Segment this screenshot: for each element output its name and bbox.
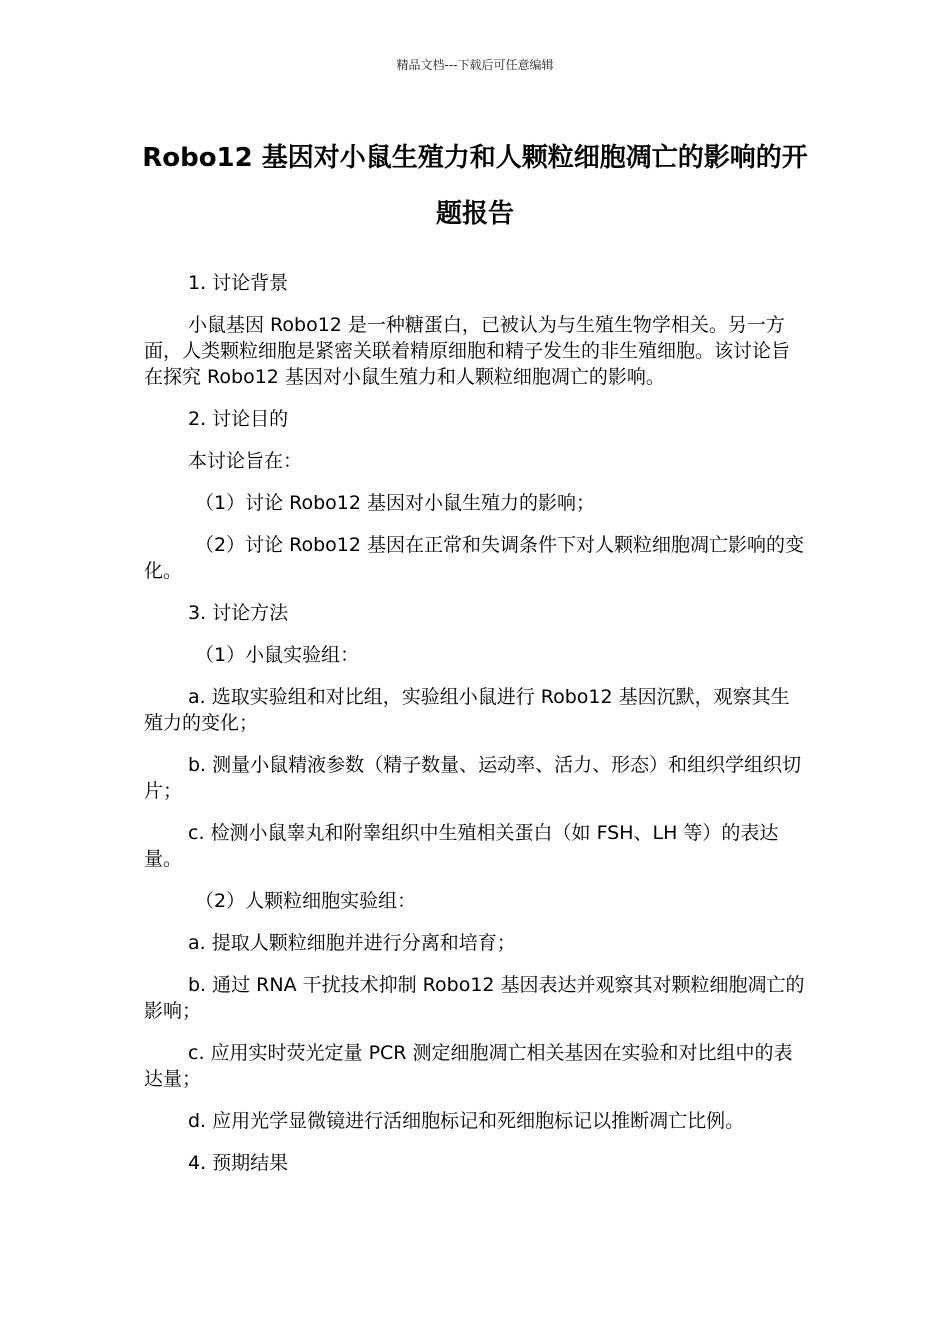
- background-paragraph: 小鼠基因 Robo12 是一种糖蛋白，已被认为与生殖生物学相关。另一方面，人类颗粒细胞是紧密关联着精原细胞和精子发生的非生殖细胞。该讨论旨在探究 Robo12 基因对小鼠生殖力和人颗粒细胞凋亡的影响。: [144, 314, 791, 388]
- methods-mouse-item-c: c. 检测小鼠睾丸和附睾组织中生殖相关蛋白（如 FSH、LH 等）的表达量。: [144, 822, 779, 870]
- section-heading-background: 1. 讨论背景: [188, 272, 289, 294]
- methods-granulosa-item-c: c. 应用实时荧光定量 PCR 测定细胞凋亡相关基因在实验和对比组中的表达量；: [144, 1042, 793, 1090]
- methods-granulosa-item-b: b. 通过 RNA 干扰技术抑制 Robo12 基因表达并观察其对颗粒细胞凋亡的影响；: [144, 974, 805, 1022]
- document-title: Robo12 基因对小鼠生殖力和人颗粒细胞凋亡的影响的开题报告: [142, 143, 808, 229]
- section-heading-expected-results: 4. 预期结果: [188, 1152, 289, 1174]
- purpose-item-1: （1）讨论 Robo12 基因对小鼠生殖力的影响；: [195, 492, 596, 514]
- section-heading-purpose: 2. 讨论目的: [188, 408, 289, 430]
- methods-granulosa-item-a: a. 提取人颗粒细胞并进行分离和培育；: [188, 932, 516, 954]
- document-body: [144, 270, 806, 1192]
- section-heading-methods: 3. 讨论方法: [188, 602, 289, 624]
- methods-mouse-item-b: b. 测量小鼠精液参数（精子数量、运动率、活力、形态）和组织学组织切片；: [144, 754, 802, 802]
- methods-mouse-item-a: a. 选取实验组和对比组，实验组小鼠进行 Robo12 基因沉默，观察其生殖力的变化；: [144, 686, 790, 734]
- methods-group-mouse: （1）小鼠实验组：: [195, 644, 360, 666]
- page-header: 精品文档---下载后可任意编辑: [396, 58, 554, 72]
- purpose-intro: 本讨论旨在：: [188, 450, 303, 472]
- methods-granulosa-item-d: d. 应用光学显微镜进行活细胞标记和死细胞标记以推断凋亡比例。: [188, 1110, 745, 1132]
- methods-group-granulosa: （2）人颗粒细胞实验组：: [195, 890, 417, 912]
- purpose-item-2: （2）讨论 Robo12 基因在正常和失调条件下对人颗粒细胞凋亡影响的变化。: [144, 534, 805, 582]
